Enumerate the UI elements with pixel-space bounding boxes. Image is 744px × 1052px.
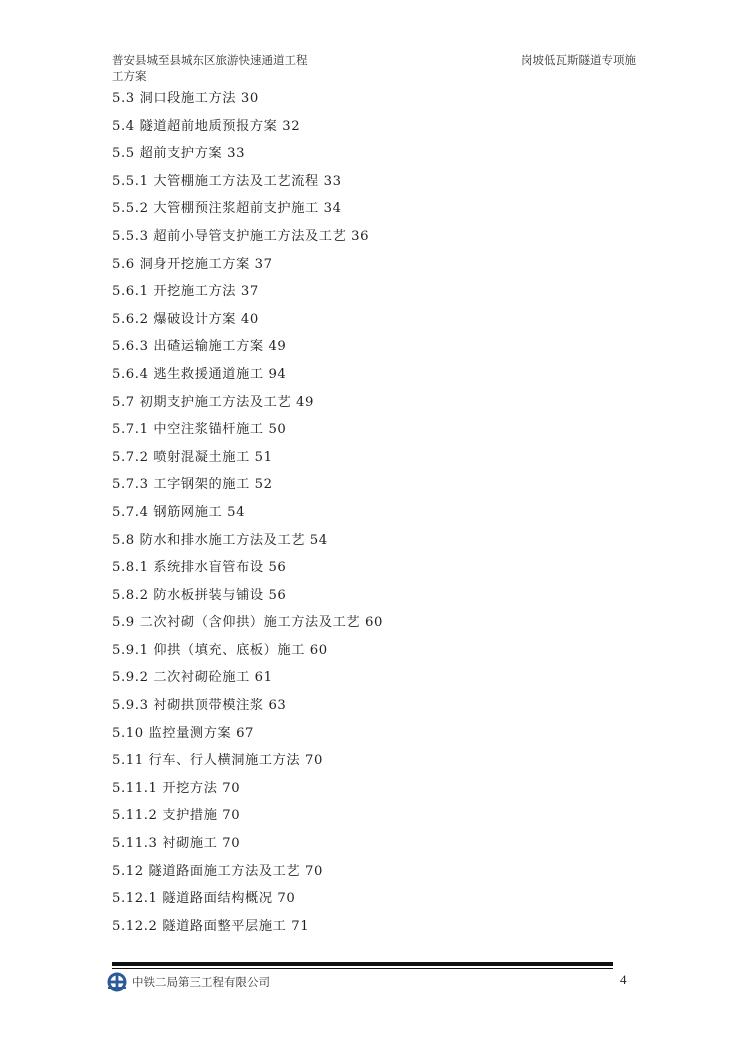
toc-entry: 5.7.3 工字钢架的施工 52 [112,477,273,493]
toc-entry: 5.6.2 爆破设计方案 40 [112,311,259,327]
toc-entry: 5.9 二次衬砌（含仰拱）施工方法及工艺 60 [112,615,383,631]
toc-entry: 5.5.1 大管棚施工方法及工艺流程 33 [112,173,342,189]
toc-entry: 5.9.1 仰拱（填充、底板）施工 60 [112,642,328,658]
toc-entry: 5.10 监控量测方案 67 [112,725,255,741]
toc-entry: 5.8 防水和排水施工方法及工艺 54 [112,532,328,548]
toc-entry: 5.7.1 中空注浆锚杆施工 50 [112,422,287,438]
toc-entry: 5.6.4 逃生救援通道施工 94 [112,366,287,382]
toc-entry: 5.9.2 二次衬砌砼施工 61 [112,670,273,686]
toc-entry: 5.11.2 支护措施 70 [112,808,241,824]
footer-divider-thin [112,968,613,969]
toc-entry: 5.7.4 钢筋网施工 54 [112,504,246,520]
toc-entry: 5.6.1 开挖施工方法 37 [112,284,259,300]
toc-entry: 5.8.2 防水板拼装与铺设 56 [112,587,287,603]
toc-entry: 5.3 洞口段施工方法 30 [112,91,259,106]
toc-entry: 5.11.1 开挖方法 70 [112,780,241,796]
table-of-contents [112,89,632,944]
toc-entry: 5.5.2 大管棚预注浆超前支护施工 34 [112,201,342,217]
toc-entry: 5.7.2 喷射混凝土施工 51 [112,449,273,465]
footer-company-name: 中铁二局第三工程有限公司 [132,975,270,989]
toc-entry: 5.6 洞身开挖施工方案 37 [112,256,273,272]
toc-entry: 5.11.3 衬砌施工 70 [112,836,241,852]
header-project-title: 普安县城至县城东区旅游快速通道工程工方案 [112,53,308,83]
page-number: 4 [620,972,627,987]
toc-entry: 5.12 隧道路面施工方法及工艺 70 [112,863,323,879]
toc-entry: 5.6.3 出碴运输施工方案 49 [112,339,287,355]
crcc-logo-icon [106,972,128,992]
toc-entry: 5.7 初期支护施工方法及工艺 49 [112,394,314,410]
footer-divider-thick [112,962,613,966]
toc-entry: 5.11 行车、行人横洞施工方法 70 [112,753,323,769]
toc-entry: 5.12.2 隧道路面整平层施工 71 [112,918,310,934]
toc-entry: 5.5 超前支护方案 33 [112,146,246,162]
toc-entry: 5.4 隧道超前地质预报方案 32 [112,118,301,134]
toc-entry: 5.5.3 超前小导管支护施工方法及工艺 36 [112,228,370,244]
header-document-title: 岗坡低瓦斯隧道专项施 [521,53,636,67]
toc-entry: 5.9.3 衬砌拱顶带模注浆 63 [112,698,287,714]
toc-entry: 5.8.1 系统排水盲管布设 56 [112,560,287,576]
toc-entry: 5.12.1 隧道路面结构概况 70 [112,891,296,907]
